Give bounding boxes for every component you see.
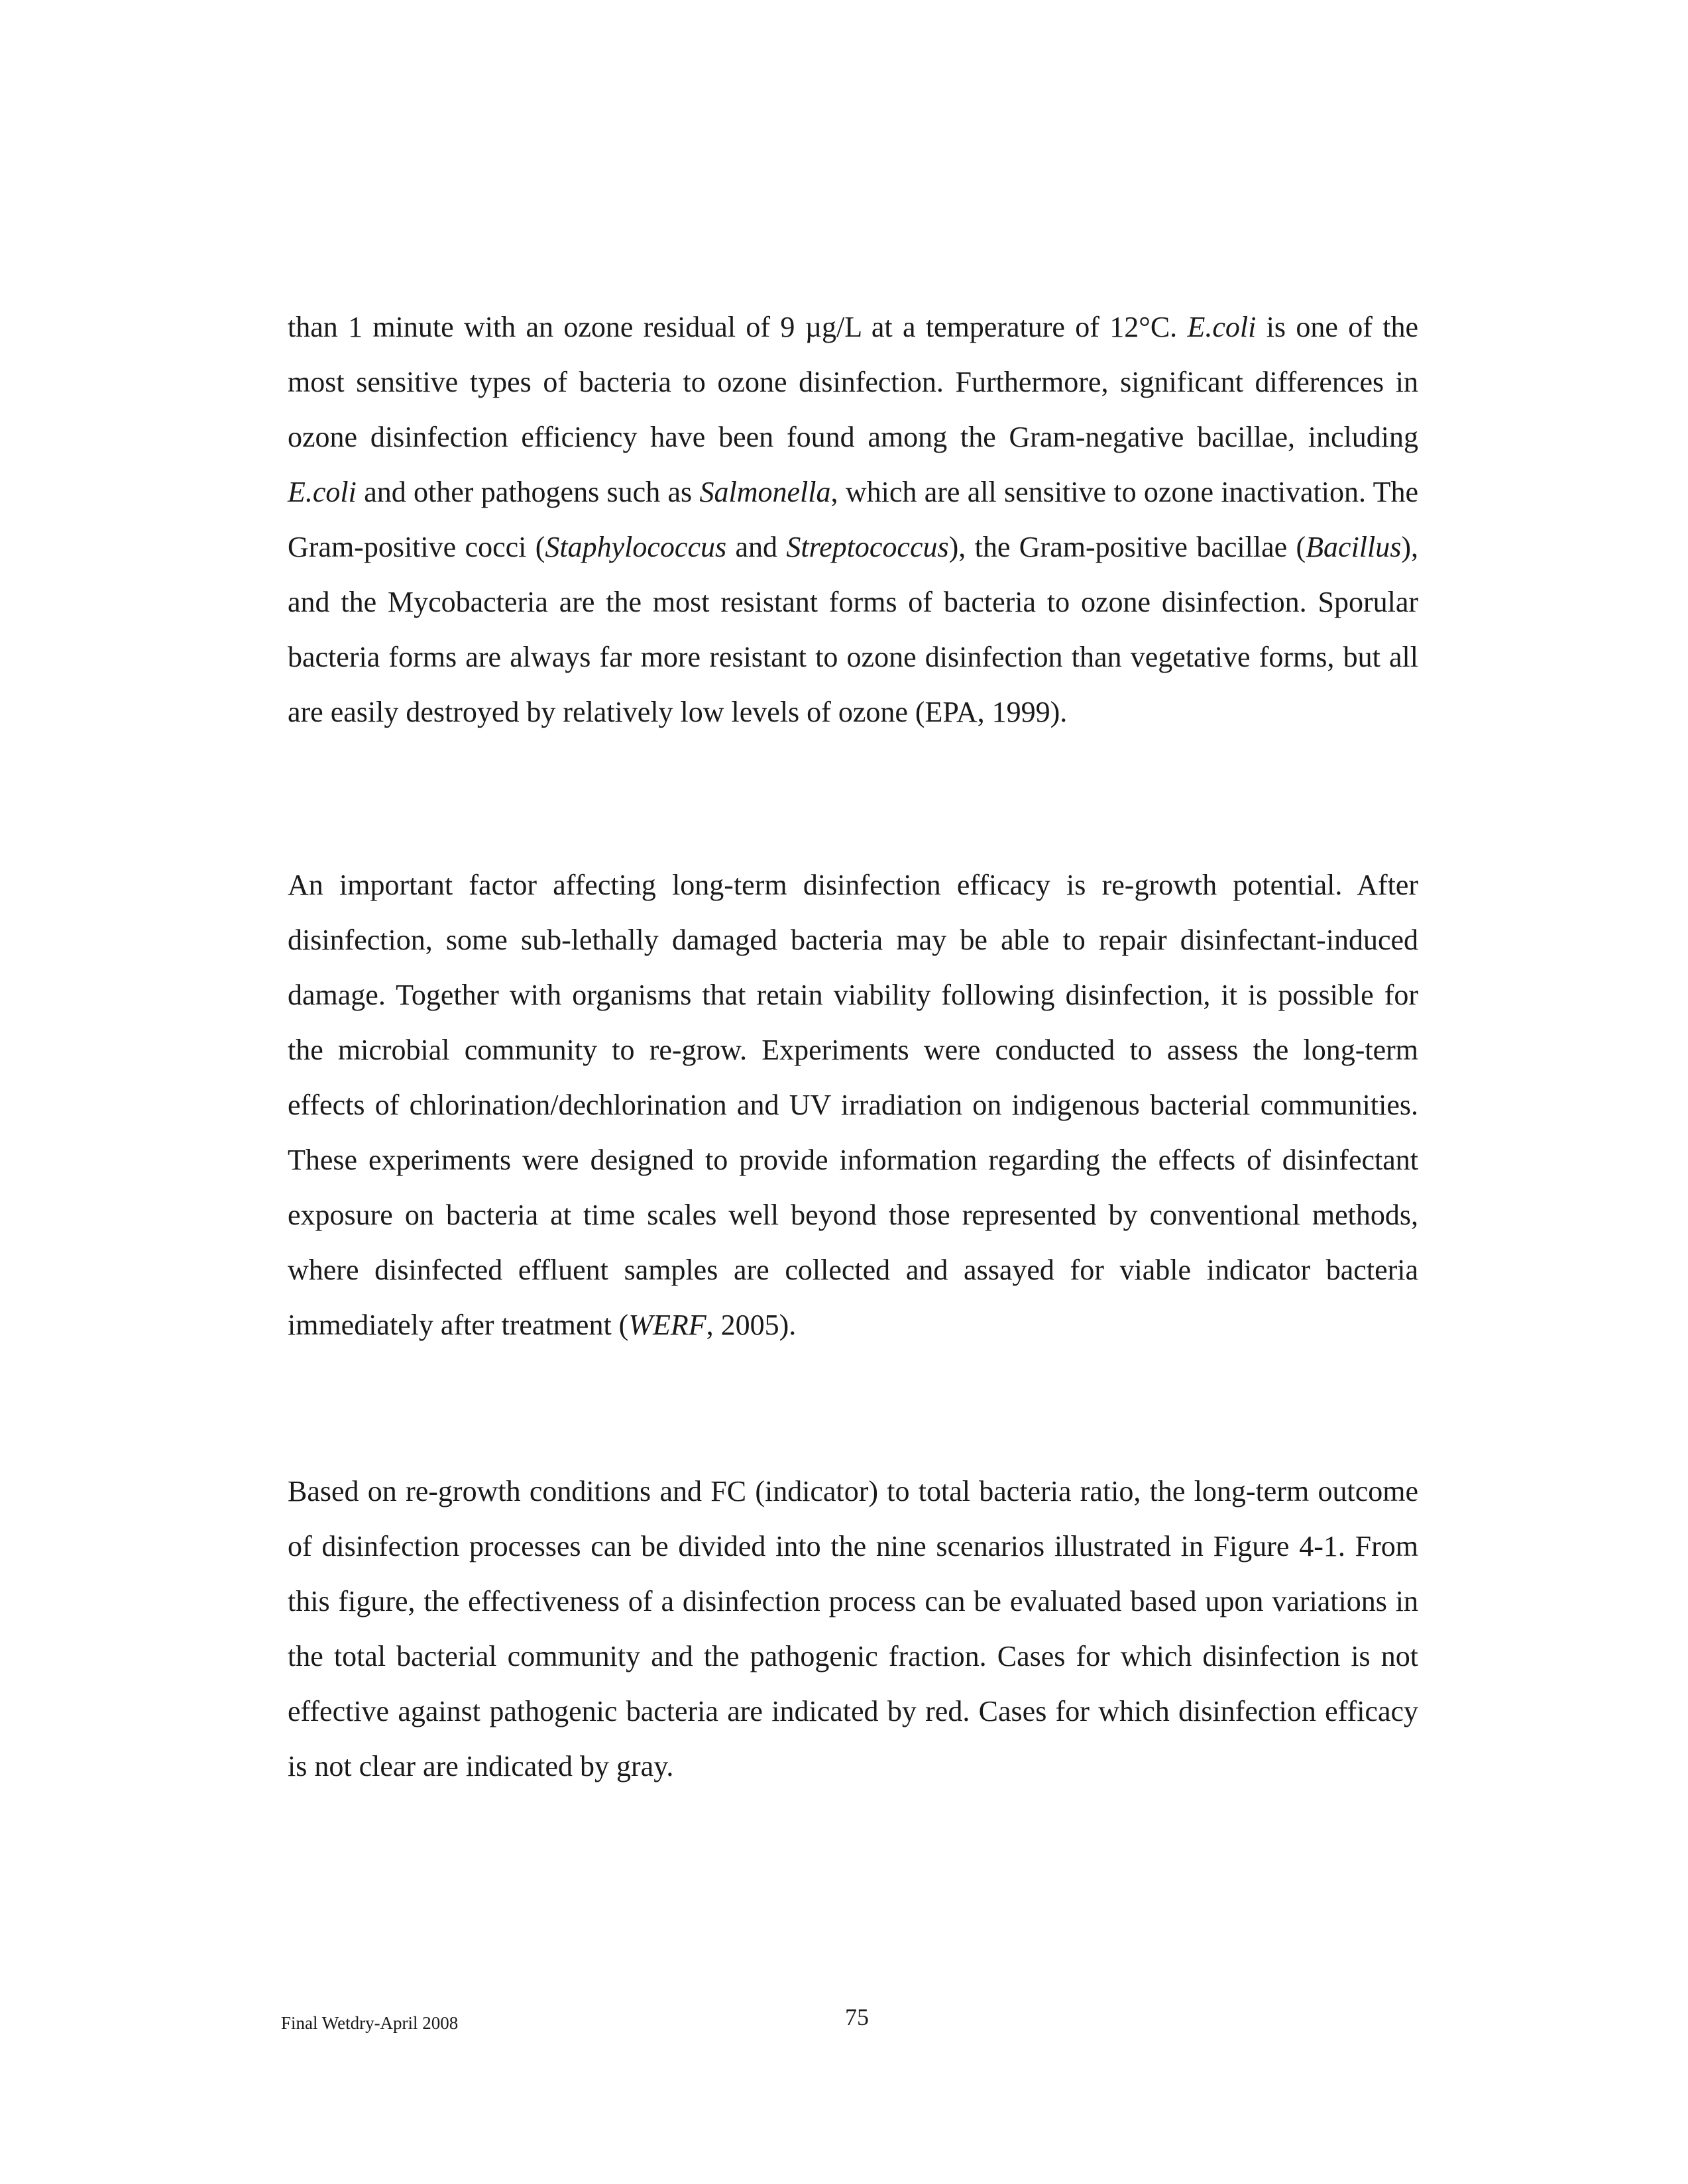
italic-term: Streptococcus bbox=[786, 531, 949, 563]
text-run: , 2005). bbox=[706, 1309, 797, 1341]
text-run: ), and the Mycobacteria are the most resistant forms of bacteria to ozone disinfection. Sporular bacteria forms are always far more resistant to ozone disinfection than vegetative forms, but all are easily destroyed by relatively low levels of ozone (EPA, 1999). bbox=[288, 531, 1419, 728]
text-run: ), the Gram-positive bacillae ( bbox=[948, 531, 1306, 563]
text-run: , which are all sensitive to ozone inactivation. The Gram-positive cocci ( bbox=[288, 476, 1418, 563]
text-run: Based on re-growth conditions and FC (indicator) to total bacteria ratio, the long-term outcome of disinfection processes can be divided into the nine scenarios illustrated in Figure 4-1. From this figure, the effectiveness of a disinfection process can be evaluated based upon variations in the total bacterial community and the pathogenic fraction. Cases for which disinfection is not effective against pathogenic bacteria are indicated by red. Cases for which disinfection efficacy is not clear are indicated by gray. bbox=[288, 1475, 1418, 1782]
paragraph-regrowth-potential bbox=[288, 857, 1418, 1352]
italic-term: Salmonella bbox=[699, 476, 831, 508]
italic-term: E.coli bbox=[288, 476, 357, 508]
footer-document-label: Final Wetdry-April 2008 bbox=[281, 2013, 459, 2033]
text-run: than 1 minute with an ozone residual of 9 µg/L at a temperature of 12°C. bbox=[288, 311, 1188, 343]
text-run: and other pathogens such as bbox=[356, 476, 700, 508]
page-number: 75 bbox=[845, 2004, 869, 2030]
italic-term: WERF bbox=[628, 1309, 706, 1341]
paragraph-ozone-disinfection bbox=[288, 300, 1418, 739]
italic-term: Bacillus bbox=[1306, 531, 1402, 563]
paragraph-disinfection-scenarios bbox=[288, 1464, 1418, 1794]
italic-term: E.coli bbox=[1187, 311, 1257, 343]
text-run: and bbox=[726, 531, 787, 563]
text-run: An important factor affecting long-term disinfection efficacy is re-growth potential. After disinfection, some sub-lethally damaged bacteria may be able to repair disinfectant-induced damage. Together with organisms that retain viability following disinfection, it is possible for the microbial community to re-grow. Experiments were conducted to assess the long-term effects of chlorination/dechlorination and UV irradiation on indigenous bacterial communities. These experiments were designed to provide information regarding the effects of disinfectant exposure on bacteria at time scales well beyond those represented by conventional methods, where disinfected effluent samples are collected and assayed for viable indicator bacteria immediately after treatment ( bbox=[288, 869, 1418, 1341]
text-run: is one of the most sensitive types of bacteria to ozone disinfection. Furthermore, significant differences in ozone disinfection efficiency have been found among the Gram-negative bacillae, including bbox=[288, 311, 1418, 453]
italic-term: Staphylococcus bbox=[545, 531, 727, 563]
